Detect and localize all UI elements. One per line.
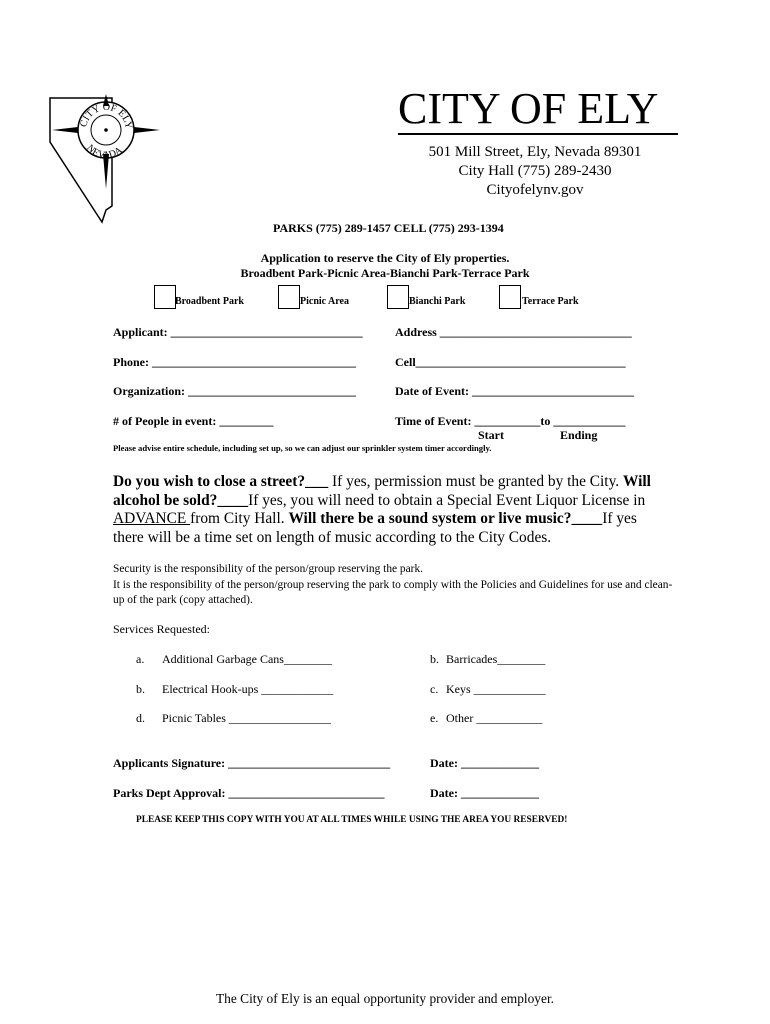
close-street-text: If yes, permission must be granted by the City. [328, 473, 623, 490]
city-name: CITY OF ELY [398, 86, 678, 135]
alcohol-question: Will alcohol be sold?____ [113, 473, 651, 509]
service-letter-a: a. [136, 652, 145, 666]
checkbox-bianchi-park[interactable] [387, 285, 409, 309]
service-letter-c: c. [430, 682, 439, 696]
keep-copy-note: PLEASE KEEP THIS COPY WITH YOU AT ALL TIMES WHILE USING THE AREA YOU RESERVED! [136, 815, 568, 825]
security-block [113, 562, 673, 609]
signature-date-field[interactable]: Date: _____________ [430, 756, 539, 770]
checkbox-label-broadbent: Broadbent Park [175, 296, 244, 307]
parks-contacts: PARKS (775) 289-1457 CELL (775) 293-1394 [273, 221, 504, 235]
service-keys[interactable]: Keys ____________ [446, 682, 546, 696]
service-letter-b2: b. [136, 682, 145, 696]
service-other[interactable]: Other ___________ [446, 711, 543, 725]
phone-field[interactable]: Phone: __________________________________ [113, 355, 356, 369]
checkbox-label-terrace: Terrace Park [522, 296, 579, 307]
security-line-1: Security is the responsibility of the person/group reserving the park. [113, 563, 424, 575]
applicant-field[interactable]: Applicant: ________________________________ [113, 325, 363, 339]
service-letter-d: d. [136, 711, 145, 725]
header-block [398, 86, 678, 200]
date-of-event-field[interactable]: Date of Event: ___________________________ [395, 384, 634, 398]
sound-system-text: If yes there will be a time set on length of music according to the City Codes. [113, 510, 637, 546]
alcohol-text: If yes, you will need to obtain a Special Event Liquor License in [248, 491, 646, 509]
application-title: Application to reserve the City of Ely properties. [260, 251, 510, 265]
applicant-signature-field[interactable]: Applicants Signature: ___________________________ [113, 756, 391, 770]
city-address: 501 Mill Street, Ely, Nevada 89301 [428, 144, 642, 160]
services-heading: Services Requested: [113, 622, 210, 636]
service-picnic-tables[interactable]: Picnic Tables _________________ [162, 711, 331, 725]
service-letter-b1: b. [430, 652, 439, 666]
people-count-field[interactable]: # of People in event: _________ [113, 414, 274, 428]
organization-field[interactable]: Organization: ____________________________ [113, 384, 356, 398]
city-hall-text: from City Hall. [190, 510, 289, 527]
application-properties: Broadbent Park-Picnic Area-Bianchi Park-Terrace Park [240, 266, 530, 280]
service-electrical[interactable]: Electrical Hook-ups ____________ [162, 682, 334, 696]
start-label: Start [478, 428, 504, 442]
checkbox-terrace-park[interactable] [499, 285, 521, 309]
city-website: Cityofelynv.gov [486, 182, 584, 198]
security-line-2: It is the responsibility of the person/group reserving the park to comply with the Policies and Guidelines for use and clean-up of the park (copy attached). [113, 578, 673, 606]
city-hall-phone: City Hall (775) 289-2430 [458, 163, 612, 179]
approval-date-field[interactable]: Date: _____________ [430, 786, 539, 800]
ending-label: Ending [560, 428, 598, 442]
parks-approval-field[interactable]: Parks Dept Approval: __________________________ [113, 786, 385, 800]
close-street-question: Do you wish to close a street?___ [113, 473, 329, 490]
advance-text: ADVANCE [113, 510, 191, 527]
logo-text-top: CITY OF ELY [78, 101, 135, 130]
schedule-note: Please advise entire schedule, including set up, so we can adjust our sprinkler system timer accordingly. [113, 443, 492, 453]
city-logo [36, 94, 166, 229]
service-barricades[interactable]: Barricades________ [446, 652, 546, 666]
cell-field[interactable]: Cell___________________________________ [395, 355, 626, 369]
logo-text-bottom: NEVADA [84, 142, 125, 162]
footer-statement: The City of Ely is an equal opportunity provider and employer. [215, 991, 555, 1006]
checkbox-broadbent-park[interactable] [154, 285, 176, 309]
time-of-event-field[interactable]: Time of Event: ___________to ____________ [395, 414, 626, 428]
questions-paragraph [113, 473, 658, 547]
checkbox-label-picnic: Picnic Area [300, 296, 349, 307]
checkbox-picnic-area[interactable] [278, 285, 300, 309]
service-letter-e: e. [430, 711, 439, 725]
service-garbage-cans[interactable]: Additional Garbage Cans________ [162, 652, 332, 666]
checkbox-label-bianchi: Bianchi Park [409, 296, 466, 307]
address-field[interactable]: Address ________________________________ [395, 325, 632, 339]
sound-system-question: Will there be a sound system or live music?____ [288, 510, 603, 527]
